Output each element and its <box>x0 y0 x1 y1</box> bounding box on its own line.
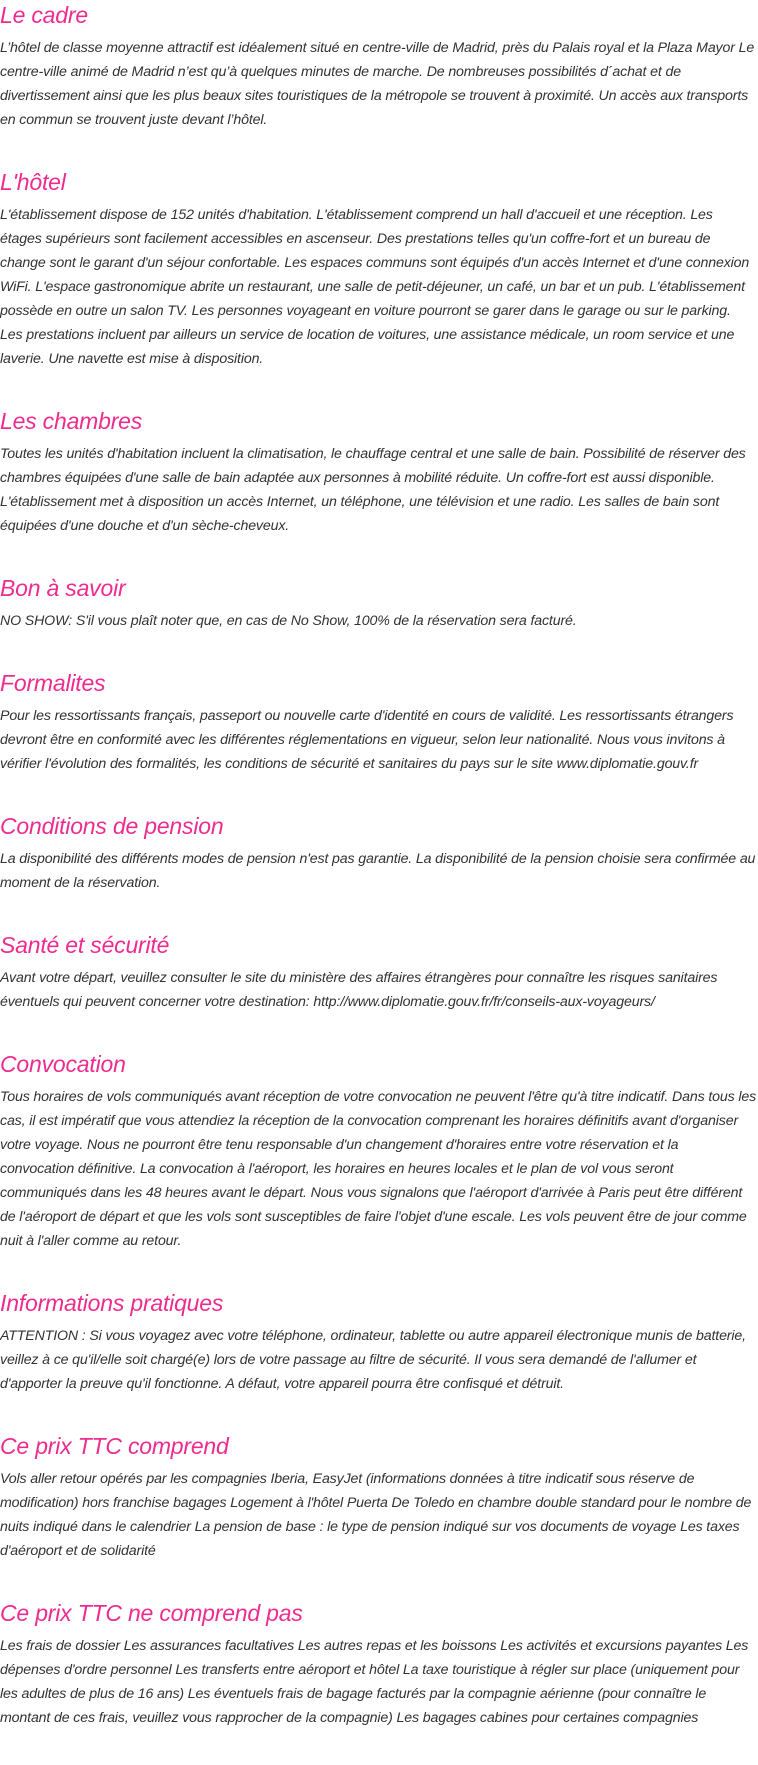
section-sante-et-securite <box>0 930 758 1014</box>
section-informations-pratiques <box>0 1288 758 1396</box>
section-convocation <box>0 1049 758 1253</box>
section-formalites <box>0 668 758 776</box>
section-conditions-de-pension <box>0 811 758 895</box>
section-text: NO SHOW: S'il vous plaît noter que, en cas de No Show, 100% de la réservation sera facturé. <box>0 613 577 629</box>
section-text: Avant votre départ, veuillez consulter le site du ministère des affaires étrangères pour connaître les risques sanitaires éventuels qui peuvent concerner votre destination: http://www.diplomatie.gouv.fr/fr/conseils-aux-voyageurs/ <box>0 970 718 1010</box>
section-title: Les chambres <box>0 408 143 434</box>
section-title: Ce prix TTC comprend <box>0 1433 229 1459</box>
section-title: Ce prix TTC ne comprend pas <box>0 1600 303 1626</box>
section-title: Convocation <box>0 1051 126 1077</box>
section-title: Conditions de pension <box>0 813 224 839</box>
section-text: L'établissement dispose de 152 unités d'habitation. L'établissement comprend un hall d'accueil et une réception. Les étages supérieurs sont facilement accessibles en ascenseur. Des prestations telles qu'un coffre-fort et un bureau de change sont le garant d'un séjour confortable. Les espaces communs sont équipés d'un accès Internet et d'une connexion WiFi. L'espace gastronomique abrite un restaurant, une salle de petit-déjeuner, un café, un bar et un pub. L'établissement possède en outre un salon TV. Les personnes voyageant en voiture pourront se garer dans le garage ou sur le parking. Les prestations incluent par ailleurs un service de location de voitures, une assistance médicale, un room service et une laverie. Une navette est mise à disposition. <box>0 207 750 367</box>
section-title: Le cadre <box>0 2 88 28</box>
section-text: Toutes les unités d'habitation incluent la climatisation, le chauffage central et une salle de bain. Possibilité de réserver des chambres équipées d'une salle de bain adaptée aux personnes à mobilité réduite. Un coffre-fort est aussi disponible. L'établissement met à disposition un accès Internet, un téléphone, une télévision et une radio. Les salles de bain sont équipées d'une douche et d'un sèche-cheveux. <box>0 446 746 534</box>
section-prix-comprend <box>0 1431 758 1563</box>
section-title: Formalites <box>0 670 106 696</box>
section-title: L'hôtel <box>0 169 66 195</box>
section-text: Vols aller retour opérés par les compagnies Iberia, EasyJet (informations données à titre indicatif sous réserve de modification) hors franchise bagages Logement à l'hôtel Puerta De Toledo en chambre double standard pour le nombre de nuits indiqué dans le calendrier La pension de base : le type de pension indiqué sur vos documents de voyage Les taxes d'aéroport et de solidarité <box>0 1471 752 1559</box>
section-text: Tous horaires de vols communiqués avant réception de votre convocation ne peuvent l'être qu'à titre indicatif. Dans tous les cas, il est impératif que vous attendiez la réception de la convocation comprenant les horaires définitifs avant d'organiser votre voyage. Nous ne pourront être tenu responsable d'un changement d'horaires entre votre réservation et la convocation définitive. La convocation à l'aéroport, les horaires en heures locales et le plan de vol vous seront communiqués dans les 48 heures avant le départ. Nous vous signalons que l'aéroport d'arrivée à Paris peut être différent de l'aéroport de départ et que les vols sont susceptibles de faire l'objet d'une escale. Les vols peuvent être de jour comme nuit à l'aller comme au retour. <box>0 1089 757 1249</box>
section-prix-ne-comprend-pas <box>0 1598 758 1730</box>
section-text: L’hôtel de classe moyenne attractif est idéalement situé en centre-ville de Madrid, près du Palais royal et la Plaza Mayor Le centre-ville animé de Madrid n’est qu’à quelques minutes de marche. De nombreuses possibilités d´achat et de divertissement ainsi que les plus beaux sites touristiques de la métropole se trouvent à proximité. Un accès aux transports en commun se trouvent juste devant l’hôtel. <box>0 40 755 128</box>
section-les-chambres <box>0 406 758 538</box>
section-text: Pour les ressortissants français, passeport ou nouvelle carte d'identité en cours de validité. Les ressortissants étrangers devront être en conformité avec les différentes réglementations en vigueur, selon leur nationalité. Nous vous invitons à vérifier l'évolution des formalités, les conditions de sécurité et sanitaires du pays sur le site www.diplomatie.gouv.fr <box>0 708 734 772</box>
section-title: Bon à savoir <box>0 575 126 601</box>
section-text: Les frais de dossier Les assurances facultatives Les autres repas et les boissons Les activités et excursions payantes Les dépenses d'ordre personnel Les transferts entre aéroport et hôtel La taxe touristique à régler sur place (uniquement pour les adultes de plus de 16 ans) Les éventuels frais de bagage facturés par la compagnie aérienne (pour connaître le montant de ces frais, veuillez vous rapprocher de la compagnie) Les bagages cabines pour certaines compagnies <box>0 1638 749 1726</box>
section-text: La disponibilité des différents modes de pension n'est pas garantie. La disponibilité de la pension choisie sera confirmée au moment de la réservation. <box>0 851 756 891</box>
section-l-hotel <box>0 167 758 371</box>
section-bon-a-savoir <box>0 573 758 633</box>
section-le-cadre <box>0 0 758 132</box>
section-title: Santé et sécurité <box>0 932 170 958</box>
section-title: Informations pratiques <box>0 1290 224 1316</box>
section-text: ATTENTION : Si vous voyagez avec votre téléphone, ordinateur, tablette ou autre appareil électronique munis de batterie, veillez à ce qu'il/elle soit chargé(e) lors de votre passage au filtre de sécurité. Il vous sera demandé de l'allumer et d'apporter la preuve qu'il fonctionne. A défaut, votre appareil pourra être confisqué et détruit. <box>0 1328 746 1392</box>
